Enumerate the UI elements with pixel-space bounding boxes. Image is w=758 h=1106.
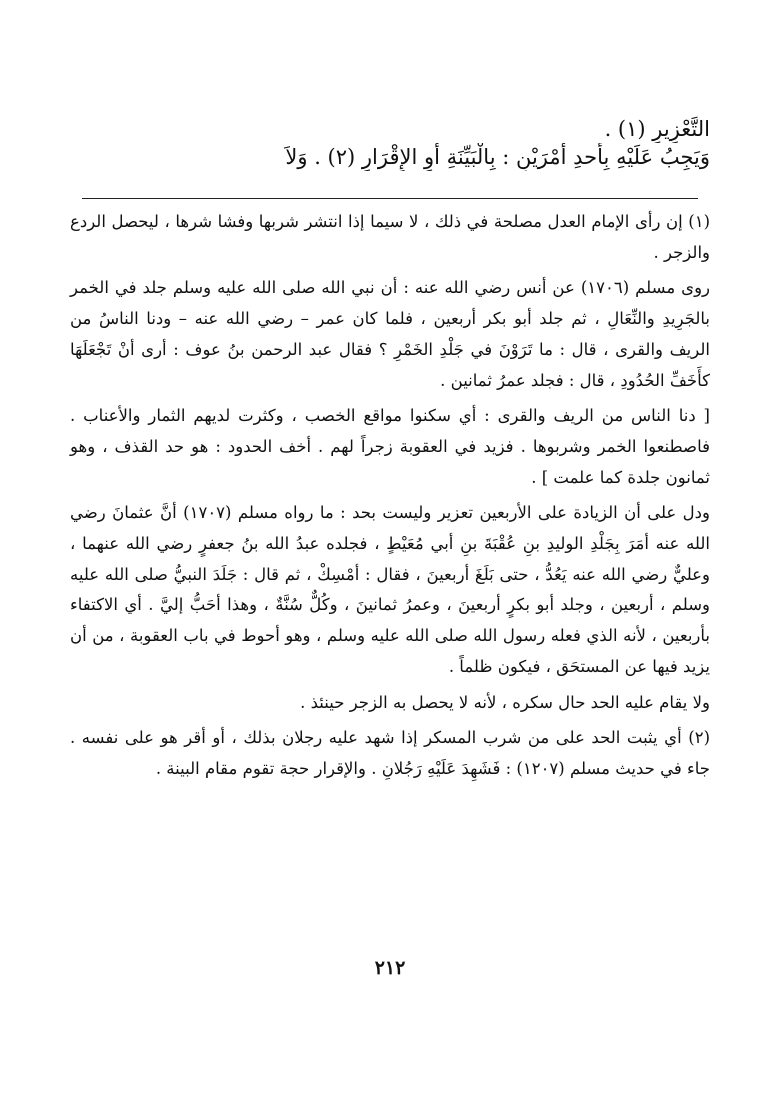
- main-text-line-2: وَيَجِبُ عَلَيْهِ بِأحدِ أَمْرَيْنِ : بِالْبَيِّنَةِ أَوِ الإِقْرَارِ (٢) . وَلاَ: [285, 145, 710, 169]
- page-number: ٢١٢: [374, 957, 406, 979]
- main-text-line-1: التَّعْزِيرِ (١) .: [604, 117, 710, 141]
- footnote-explanation: [ دنا الناس من الريف والقرى : أي سكنوا مواقع الخصب ، وكثرت لديهم الثمار والأعناب . فاصطنعوا الخمر وشربوها . فزيد في العقوبة زجراً لهم . أخف الحدود : هو حد القذف ، وهو ثمانون جلدة كما علمت ] .: [70, 406, 710, 487]
- footnote-intoxication: ولا يقام عليه الحد حال سكره ، لأنه لا يحصل به الزجر حينئذ .: [300, 692, 710, 712]
- main-text: [70, 115, 710, 171]
- footnote-hadith-1707: ودل على أن الزيادة على الأربعين تعزير وليست بحد : ما رواه مسلم (١٧٠٧) أنَّ عثمانَ رضي الله عنه أمَرَ بِجَلْدِ الوليدِ بنِ عُقْبَةَ بنِ أبي مُعَيْطٍ ، فجلده عبدُ الله بنُ جعفرٍ رضي الله عنهما ، وعليٌّ رضي الله عنه يَعُدُّ ، حتى بَلَغَ أربعينَ ، فقال : أمْسِكْ ، ثم قال : جَلَدَ النبيُّ صلى الله عليه وسلم ، أربعين ، وجلد أبو بكرٍ أربعينَ ، وعمرُ ثمانينَ ، وكُلٌّ سُنَّةٌ ، وهذا أحَبُّ إليَّ . أي الاكتفاء بأربعين ، لأنه الذي فعله رسول الله صلى الله عليه وسلم ، وهو أحوط في باب العقوبة ، من أن يزيد فيها عن المستحَق ، فيكون ظلماً .: [70, 503, 710, 676]
- footnote-1: (١) إن رأى الإمام العدل مصلحة في ذلك ، لا سيما إذا انتشر شربها وفشا شرها ، ليحصل الردع والزجر .: [70, 212, 710, 262]
- book-page: [70, 0, 710, 1106]
- footnote-hadith-1706: روى مسلم (١٧٠٦) عن أنس رضي الله عنه : أن نبي الله صلى الله عليه وسلم جلد في الخمر بالجَرِيدِ والنِّعَالِ ، ثم جلد أبو بكر أربعين ، فلما كان عمر – رضي الله عنه – ودنا الناسُ من الريف والقرى ، قال : ما تَرَوْنَ في جَلْدِ الخَمْرِ ؟ فقال عبد الرحمن بنُ عوف : أرى أنْ تَجْعَلَهَا كأَخَفِّ الحُدُودِ ، قال : فجلد عمرُ ثمانين .: [70, 278, 711, 390]
- footnotes: [70, 207, 710, 790]
- footnote-2: (٢) أي يثبت الحد على من شرب المسكر إذا شهد عليه رجلان بذلك ، أو أقر هو على نفسه . جاء في حديث مسلم (١٢٠٧) : فَشَهِدَ عَلَيْهِ رَجُلانِ . والإقرار حجة تقوم مقام البينة .: [70, 728, 710, 778]
- footnote-divider: [82, 198, 698, 199]
